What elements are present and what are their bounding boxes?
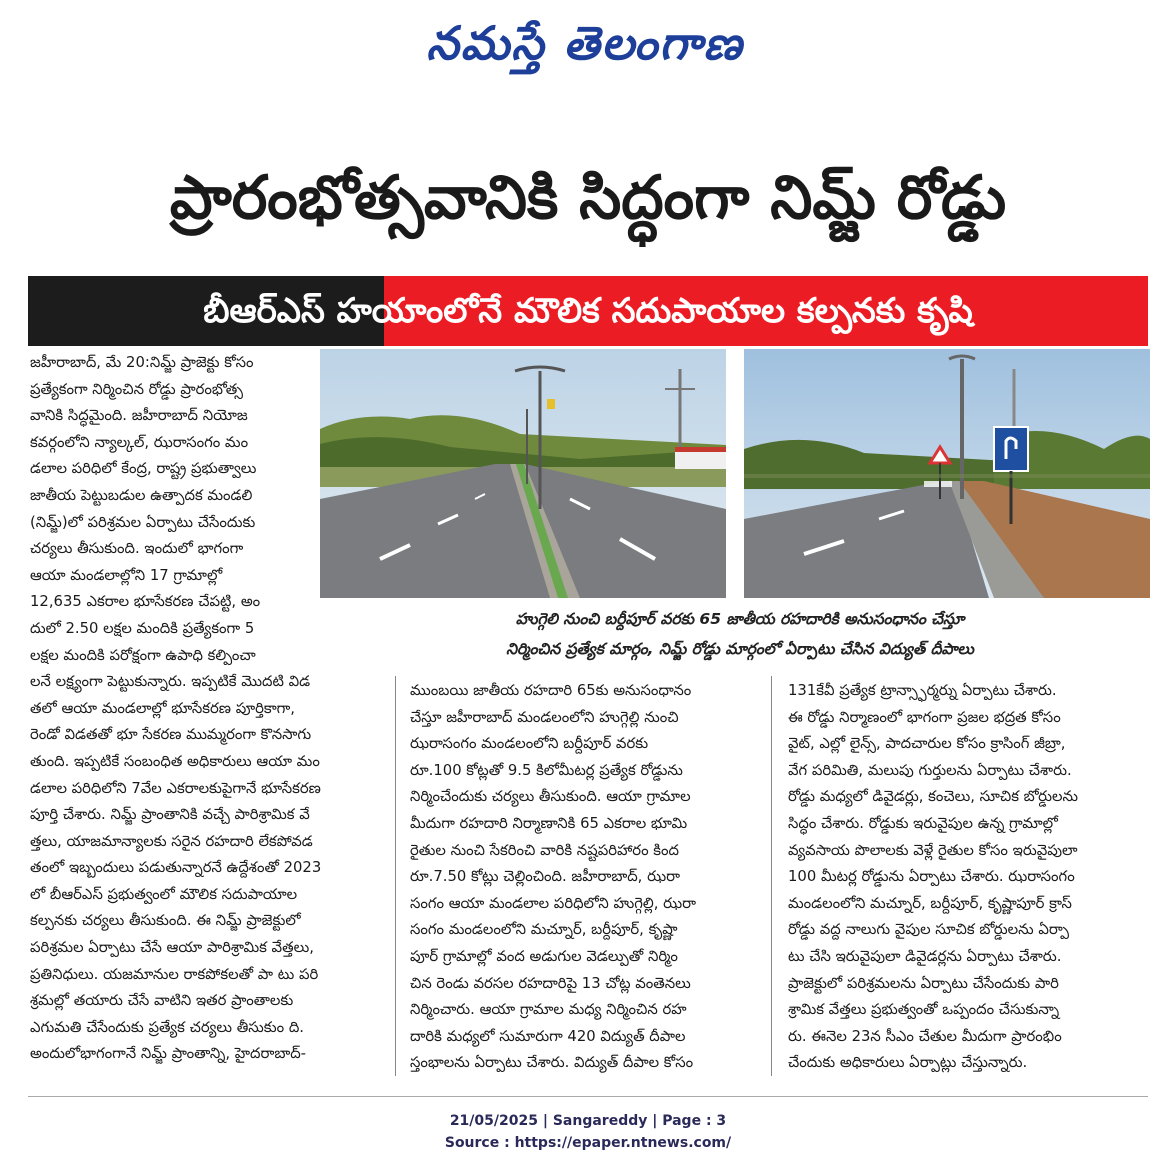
article-line: టు చేసి ఇరువైపులా డివైడర్లను ఏర్పాటు చేశారు. — [788, 947, 1062, 965]
article-line: సంగం మండలంలోని మచ్నూర్, బర్దీపూర్, కృష్ణా — [410, 921, 678, 939]
article-line: వేగ పరిమితి, మలుపు గుర్తులను ఏర్పాటు చేశారు. — [788, 761, 1072, 779]
column-divider — [771, 676, 772, 1076]
article-line: తుంది. ఇప్పటికే సంబంధిత అధికారులు ఆయా మం — [30, 752, 320, 770]
article-line: లక్షల మందికి పరోక్షంగా ఉపాధి కల్పించా — [30, 646, 256, 664]
article-line: సంగం ఆయా మండలాల పరిధిలోని హుగ్గెల్లి, ఝరా — [410, 894, 697, 912]
article-line: 131కేవీ ప్రత్యేక ట్రాన్స్ఫార్మర్ను ఏర్పాటు చేశారు. — [788, 682, 1057, 699]
article-line: 100 మీటర్ల రోడ్డును ఏర్పాటు చేశారు. ఝరాసంగం — [788, 868, 1075, 886]
article-line: సిద్ధం చేశారు. రోడ్డుకు ఇరువైపుల ఉన్న గ్రామాల్లో — [788, 814, 1058, 832]
article-line: నిర్మించేందుకు చర్యలు తీసుకుంది. ఆయా గ్రామాల — [410, 788, 691, 806]
article-line: చర్యలు తీసుకుంది. ఇందులో భాగంగా — [30, 540, 244, 558]
masthead-logo — [380, 8, 790, 78]
article-line: శ్రమల్లో తయారు చేసే వాటిని ఇతర ప్రాంతాలకు — [30, 992, 294, 1010]
article-column-3 — [788, 678, 1140, 1077]
article-line: 12,635 ఎకరాల భూసేకరణ చేపట్టి, అం — [30, 593, 261, 611]
article-line: రైతుల నుంచి సేకరించి వారికి నష్టపరిహారం కింద — [410, 841, 679, 859]
article-line: పరిశ్రమల ఏర్పాటు చేసే ఆయా పారిశ్రామిక వేత్తలు, — [30, 939, 314, 957]
article-line: ఈ రోడ్డు నిర్మాణంలో భాగంగా ప్రజల భద్రత కోసం — [788, 708, 1061, 726]
article-line: త్తలు, యాజమాన్యాలకు సరైన రహదారి లేకపోవడ — [30, 832, 313, 850]
article-line: రూ.7.50 కోట్లు చెల్లించింది. జహీరాబాద్, ఝరా — [410, 868, 680, 886]
road-photo-left — [320, 349, 726, 598]
photo-caption — [380, 604, 1100, 664]
article-line: కవర్గంలోని న్యాల్కల్, ఝరాసంగం మం — [30, 433, 249, 451]
article-line: రు. ఈనెల 23న సీఎం చేతుల మీదుగా ప్రారంభిం — [788, 1027, 1062, 1045]
article-line: దులో 2.50 లక్షల మందికి ప్రత్యేకంగా 5 — [30, 619, 255, 637]
road-photo-right — [744, 349, 1150, 598]
article-line: స్తంభాలను ఏర్పాటు చేశారు. విద్యుత్ దీపాల కోసం — [410, 1054, 694, 1072]
article-line: మీదుగా రహదారి నిర్మాణానికి 65 ఎకరాల భూమి — [410, 814, 688, 832]
article-line: కల్పనకు చర్యలు తీసుకుంది. ఈ నిమ్జ్ ప్రాజెక్టులో — [30, 912, 301, 930]
article-line: తలో ఆయా మండలాల్లో భూసేకరణ పూర్తికాగా, — [30, 699, 296, 717]
article-line: వ్యవసాయ పొలాలకు వెళ్లే రైతుల కోసం ఇరువైపులా — [788, 841, 1078, 859]
article-line: జహీరాబాద్, మే 20:నిమ్జ్ ప్రాజెక్టు కోసం — [30, 354, 254, 371]
article-line: నిర్మించారు. ఆయా గ్రామాల మధ్య నిర్మించిన రహ — [410, 1001, 687, 1019]
article-line: రోడ్డు మధ్యలో డివైడర్లు, కంచెలు, సూచిక బోర్డులను — [788, 788, 1078, 806]
article-line: వైట్, ఎల్లో లైన్స్, పాదచారుల కోసం క్రాసింగ్ జీబ్రా, — [788, 735, 1066, 753]
article-line: ప్రత్యేకంగా నిర్మించిన రోడ్డు ప్రారంభోత్స — [30, 380, 243, 398]
article-line: ఝరాసంగం మండలంలోని బర్దీపూర్ వరకు — [410, 735, 649, 753]
article-line: లో బీఆర్ఎస్ ప్రభుత్వంలో మౌలిక సదుపాయాల — [30, 885, 298, 903]
article-line: పూర్తి చేశారు. నిమ్జ్ ప్రాంతానికి వచ్చే పారిశ్రామిక వే — [30, 806, 310, 824]
article-line: లనే లక్ష్యంగా పెట్టుకున్నారు. ఇప్పటికే మొదటి విడ — [30, 673, 311, 691]
article-column-2 — [410, 678, 755, 1077]
article-line: జాతీయ పెట్టుబడుల ఉత్పాదక మండలి — [30, 486, 253, 504]
article-line: ముంబయి జాతీయ రహదారి 65కు అనుసంధానం — [410, 682, 692, 699]
article-line: చిన రెండు వరసల రహదారిపై 13 చోట్ల వంతెనలు — [410, 974, 691, 992]
article-line: ఆయా మండలాల్లోని 17 గ్రామాల్లో — [30, 566, 223, 584]
caption-line: నిర్మించిన ప్రత్యేక మార్గం, నిమ్జ్ రోడ్డు మార్గంలో ఏర్పాటు చేసిన విద్యుత్ దీపాలు — [506, 640, 974, 658]
article-column-1 — [30, 350, 380, 1068]
article-line: ప్రాజెక్టులో పరిశ్రమలను ఏర్పాటు చేసేందుకు పారి — [788, 974, 1059, 992]
article-line: ప్రతినిధులు. యజమానుల రాకపోకలతో పా టు పరి — [30, 965, 319, 983]
article-line: పూర్ గ్రామాల్లో వంద అడుగుల వెడల్పుతో నిర్మిం — [410, 947, 678, 965]
article-line: చేస్తూ జహీరాబాద్ మండలంలోని హుగ్గెల్లి నుంచి — [410, 708, 679, 726]
article-line: రెండో విడతతో భూ సేకరణ ముమ్మరంగా కొనసాగు — [30, 726, 312, 744]
article-line: శ్రామిక వేత్తలు ప్రభుత్వంతో ఒప్పందం చేసుకున్నా — [788, 1001, 1060, 1019]
article-line: చేందుకు అధికారులు ఏర్పాట్లు చేస్తున్నారు. — [788, 1054, 1028, 1072]
article-line: డలాల పరిధిలో కేంద్ర, రాష్ట్ర ప్రభుత్వాలు — [30, 460, 257, 478]
column-divider — [395, 676, 396, 1076]
caption-line: హుగ్గెలి నుంచి బర్దీపూర్ వరకు 65 జాతీయ రహదారికి అనుసంధానం చేస్తూ — [515, 610, 965, 628]
subheadline: బీఆర్ఎస్ హయాంలోనే మౌలిక సదుపాయాల కల్పనకు కృషి — [203, 291, 973, 331]
footer-source-link[interactable]: Source : https://epaper.ntnews.com/ — [444, 1135, 732, 1151]
masthead-title: నమస్తే తెలంగాణ — [426, 16, 744, 70]
article-line: దారికి మధ్యలో సుమారుగా 420 విద్యుత్ దీపాల — [410, 1027, 686, 1045]
headline: ప్రారంభోత్సవానికి సిద్ధంగా నిమ్జ్ రోడ్డు — [169, 163, 1007, 233]
article-line: మండలంలోని మచ్నూర్, బర్దీపూర్, కృష్ణాపూర్ క్రాస్ — [788, 894, 1072, 912]
article-line: వానికి సిద్ధమైంది. జహీరాబాద్ నియోజ — [30, 407, 248, 425]
article-line: అందులోభాగంగానే నిమ్జ్ ప్రాంతాన్ని, హైదరాబాద్- — [30, 1045, 306, 1063]
article-line: తంలో ఇబ్బందులు పడుతున్నారనే ఉద్దేశంతో 2023 — [30, 859, 322, 877]
footer-divider — [28, 1096, 1148, 1097]
article-line: రోడ్డు వద్ద నాలుగు వైపుల సూచిక బోర్డులను ఏర్పా — [788, 921, 1070, 939]
article-line: ఎగుమతి చేసేందుకు ప్రత్యేక చర్యలు తీసుకుం ది. — [30, 1018, 304, 1036]
article-line: రూ.100 కోట్లతో 9.5 కిలోమీటర్ల ప్రత్యేక రోడ్డును — [410, 761, 683, 779]
subheadline-bar — [28, 276, 1148, 346]
article-line: డలాల పరిధిలోని 7వేల ఎకరాలకుపైగానే భూసేకరణ — [30, 779, 321, 797]
footer-date-line: 21/05/2025 | Sangareddy | Page : 3 — [449, 1113, 727, 1129]
article-line: (నిమ్జ్)లో పరిశ్రమల ఏర్పాటు చేసేందుకు — [30, 513, 256, 531]
